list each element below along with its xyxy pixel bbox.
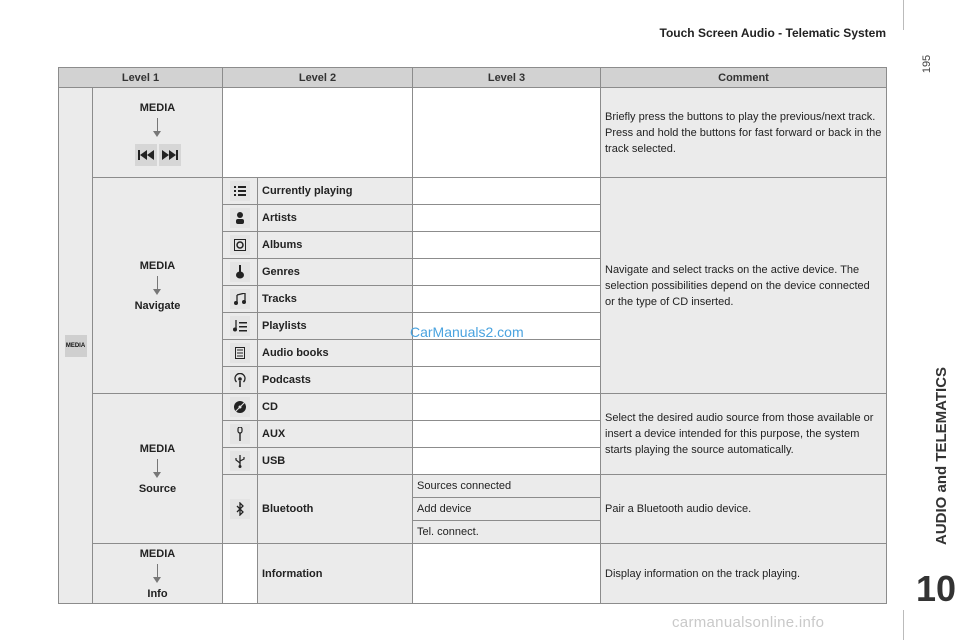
info-label: Info xyxy=(147,587,168,600)
media-icon[interactable]: MEDIA xyxy=(65,335,87,357)
table-row xyxy=(59,394,887,421)
info-level1-cell xyxy=(93,544,223,604)
navigate-level1-cell xyxy=(93,178,223,394)
source-item-cd[interactable]: CD xyxy=(258,394,413,421)
navigate-label: Navigate xyxy=(134,299,181,312)
table-header-row xyxy=(59,68,887,88)
bluetooth-icon[interactable] xyxy=(230,499,250,519)
bottom-divider-line xyxy=(903,610,904,640)
menu-item-currently-playing[interactable]: Currently playing xyxy=(258,178,413,205)
table-row xyxy=(59,178,887,205)
table-row xyxy=(59,88,887,178)
source-item-bluetooth[interactable]: Bluetooth xyxy=(258,475,413,544)
menu-item-audio-books[interactable]: Audio books xyxy=(258,340,413,367)
media-label: MEDIA xyxy=(139,101,176,114)
header-level3: Level 3 xyxy=(413,68,601,88)
previous-track-icon[interactable] xyxy=(135,144,157,166)
information-item[interactable]: Information xyxy=(258,544,413,604)
source-item-usb[interactable]: USB xyxy=(258,448,413,475)
playlist-icon[interactable] xyxy=(230,316,250,336)
menu-item-podcasts[interactable]: Podcasts xyxy=(258,367,413,394)
info-comment: Display information on the track playing. xyxy=(601,544,887,604)
chapter-number: 10 xyxy=(916,568,957,609)
watermark-center: CarManuals2.com xyxy=(410,324,524,340)
arrow-down-icon xyxy=(157,459,158,473)
bluetooth-add-device[interactable]: Add device xyxy=(413,498,601,521)
level1-media-cell xyxy=(59,88,93,604)
skip-level1-cell xyxy=(93,88,223,178)
bluetooth-tel-connect[interactable]: Tel. connect. xyxy=(413,521,601,544)
artist-icon[interactable] xyxy=(230,208,250,228)
bluetooth-comment: Pair a Bluetooth audio device. xyxy=(601,475,887,544)
header-level1: Level 1 xyxy=(59,68,223,88)
aux-jack-icon[interactable] xyxy=(230,424,250,444)
menu-item-artists[interactable]: Artists xyxy=(258,205,413,232)
top-divider-line xyxy=(903,0,904,30)
podcast-icon[interactable] xyxy=(230,370,250,390)
source-label: Source xyxy=(138,482,177,495)
audiobook-icon[interactable] xyxy=(230,343,250,363)
guitar-icon[interactable] xyxy=(230,262,250,282)
source-comment: Select the desired audio source from those available or insert a device intended for this purpose, the system starts playing the source automatically. xyxy=(601,394,887,475)
media-label: MEDIA xyxy=(139,547,176,560)
header-level2: Level 2 xyxy=(223,68,413,88)
album-icon[interactable] xyxy=(230,235,250,255)
source-level1-cell xyxy=(93,394,223,544)
media-label: MEDIA xyxy=(139,259,176,272)
page-number: 195 xyxy=(921,54,934,74)
menu-item-playlists[interactable]: Playlists xyxy=(258,313,413,340)
header-comment: Comment xyxy=(601,68,887,88)
menu-item-genres[interactable]: Genres xyxy=(258,259,413,286)
arrow-down-icon xyxy=(157,276,158,290)
menu-item-albums[interactable]: Albums xyxy=(258,232,413,259)
cd-icon[interactable] xyxy=(230,397,250,417)
arrow-down-icon xyxy=(157,118,158,132)
list-icon[interactable] xyxy=(230,181,250,201)
usb-icon[interactable] xyxy=(230,451,250,471)
table-row xyxy=(59,544,887,604)
music-note-icon[interactable] xyxy=(230,289,250,309)
menu-item-tracks[interactable]: Tracks xyxy=(258,286,413,313)
bluetooth-sources-connected[interactable]: Sources connected xyxy=(413,475,601,498)
media-label: MEDIA xyxy=(139,442,176,455)
skip-comment: Briefly press the buttons to play the previous/next track. Press and hold the buttons for fast forward or back in the track selected. xyxy=(601,88,887,178)
watermark-footer: carmanualsonline.info xyxy=(672,614,825,631)
next-track-icon[interactable] xyxy=(159,144,181,166)
navigate-comment: Navigate and select tracks on the active device. The selection possibilities depend on the device connected or the type of CD inserted. xyxy=(601,178,887,394)
section-label: AUDIO and TELEMATICS xyxy=(933,366,950,545)
page-title: Touch Screen Audio - Telematic System xyxy=(659,26,886,40)
arrow-down-icon xyxy=(157,564,158,578)
source-item-aux[interactable]: AUX xyxy=(258,421,413,448)
